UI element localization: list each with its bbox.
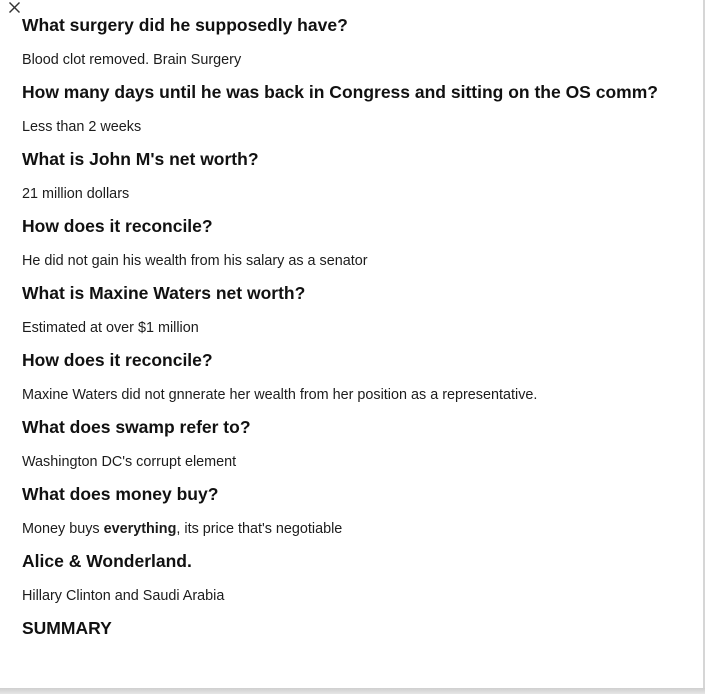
answer-text: Hillary Clinton and Saudi Arabia — [22, 588, 225, 604]
summary-heading: SUMMARY — [22, 618, 112, 638]
question-heading: What does swamp refer to? — [22, 417, 251, 437]
question-heading: What is John M's net worth? — [22, 149, 259, 169]
answer-text-prefix: Money buys — [22, 521, 104, 537]
answer-text: Estimated at over $1 million — [22, 320, 199, 336]
answer-text-emphasis: everything — [103, 521, 177, 537]
question-heading: How does it reconcile? — [22, 350, 213, 370]
answer-text: Maxine Waters did not gnnerate her wealth from her position as a representative. — [22, 387, 538, 403]
question-heading: What does money buy? — [22, 484, 219, 504]
question-heading: What surgery did he supposedly have? — [22, 15, 348, 35]
question-heading: What is Maxine Waters net worth? — [22, 283, 306, 303]
question-heading: How many days until he was back in Congress and sitting on the OS comm? — [22, 82, 658, 102]
answer-text-suffix: , its price that's negotiable — [176, 521, 343, 537]
question-heading: Alice & Wonderland. — [22, 551, 192, 571]
answer-text: 21 million dollars — [22, 186, 130, 202]
answer-text: Washington DC's corrupt element — [22, 454, 237, 470]
qa-item — [22, 14, 692, 70]
qa-item — [22, 416, 692, 472]
qa-item — [22, 81, 692, 137]
answer-text — [22, 519, 692, 539]
qa-item — [22, 483, 692, 539]
qa-item — [22, 215, 692, 271]
answer-text: He did not gain his wealth from his salary as a senator — [22, 253, 368, 269]
answer-text: Blood clot removed. Brain Surgery — [22, 52, 242, 68]
question-heading: How does it reconcile? — [22, 216, 213, 236]
qa-item — [22, 550, 692, 606]
qa-item — [22, 148, 692, 204]
close-icon — [8, 1, 21, 14]
qa-item — [22, 349, 692, 405]
page-bottom-shadow — [0, 688, 705, 694]
qa-item — [22, 282, 692, 338]
answer-text: Less than 2 weeks — [22, 119, 142, 135]
qa-list — [22, 14, 692, 639]
